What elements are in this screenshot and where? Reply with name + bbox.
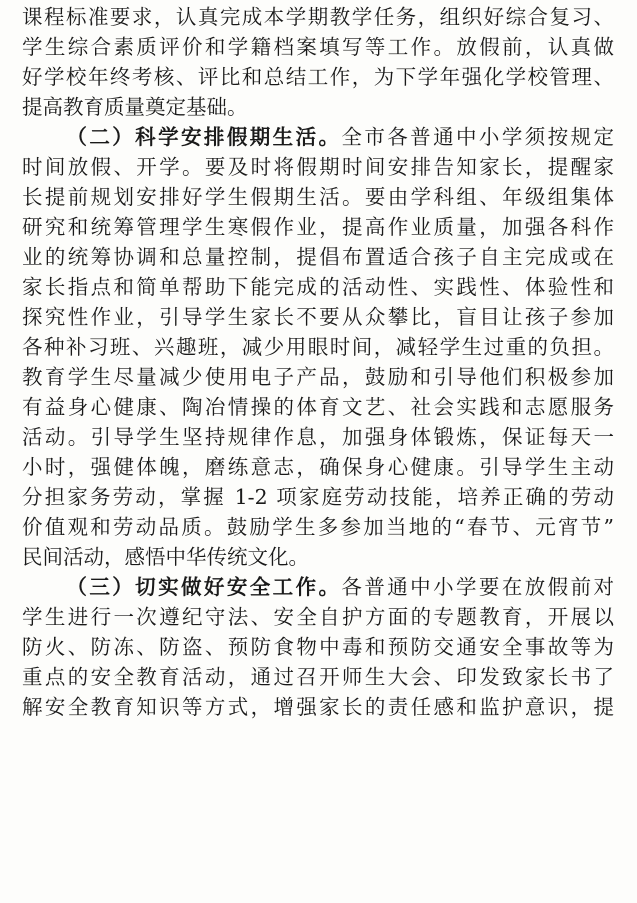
text-line: 有益身心健康、陶冶情操的体育文艺、社会实践和志愿服务 — [22, 395, 614, 419]
text-line: 研究和统筹管理学生寒假作业，提高作业质量，加强各科作 — [22, 215, 614, 239]
section-heading-2: （二）科学安排假期生活。 — [64, 125, 342, 149]
text-span: 全市各普通中小学须按规定 — [341, 125, 614, 149]
text-line: 业的统筹协调和总量控制，提倡布置适合孩子自主完成或在 — [22, 245, 614, 269]
text-line: 好学校年终考核、评比和总结工作，为下学年强化学校管理、 — [22, 65, 614, 89]
paragraph-first-line — [22, 572, 614, 602]
text-line: 各种补习班、兴趣班，减少用眼时间，减轻学生过重的负担。 — [22, 335, 614, 359]
text-line: 提高教育质量奠定基础。 — [22, 95, 248, 119]
paragraph-first-line — [22, 122, 614, 152]
text-line: 活动。引导学生坚持规律作息，加强身体锻炼，保证每天一 — [22, 425, 614, 449]
text-line: 重点的安全教育活动，通过召开师生大会、印发致家长书了 — [22, 665, 614, 689]
text-line: 时间放假、开学。要及时将假期时间安排告知家长，提醒家 — [22, 155, 614, 179]
text-line: 学生进行一次遵纪守法、安全自护方面的专题教育，开展以 — [22, 605, 614, 629]
section-heading-3: （三）切实做好安全工作。 — [64, 575, 342, 599]
text-line: 分担家务劳动，掌握 1-2 项家庭劳动技能，培养正确的劳动 — [22, 485, 614, 509]
text-line: 小时，强健体魄，磨练意志，确保身心健康。引导学生主动 — [22, 455, 614, 479]
text-line: 家长指点和简单帮助下能完成的活动性、实践性、体验性和 — [22, 275, 614, 299]
text-line: 教育学生尽量减少使用电子产品，鼓励和引导他们积极参加 — [22, 365, 614, 389]
text-line: 探究性作业，引导学生家长不要从众攀比，盲目让孩子参加 — [22, 305, 614, 329]
text-line: 长提前规划安排好学生假期生活。要由学科组、年级组集体 — [22, 185, 614, 209]
text-line: 价值观和劳动品质。鼓励学生多参加当地的“春节、元宵节” — [22, 515, 614, 539]
text-span: 各普通中小学要在放假前对 — [341, 575, 614, 599]
text-line: 民间活动，感悟中华传统文化。 — [22, 545, 309, 569]
text-line: 防火、防冻、防盗、预防食物中毒和预防交通安全事故等为 — [22, 635, 614, 659]
text-line: 课程标准要求，认真完成本学期教学任务，组织好综合复习、 — [22, 5, 614, 29]
text-line: 学生综合素质评价和学籍档案填写等工作。放假前，认真做 — [22, 35, 614, 59]
text-line: 解安全教育知识等方式，增强家长的责任感和监护意识，提 — [22, 695, 614, 719]
